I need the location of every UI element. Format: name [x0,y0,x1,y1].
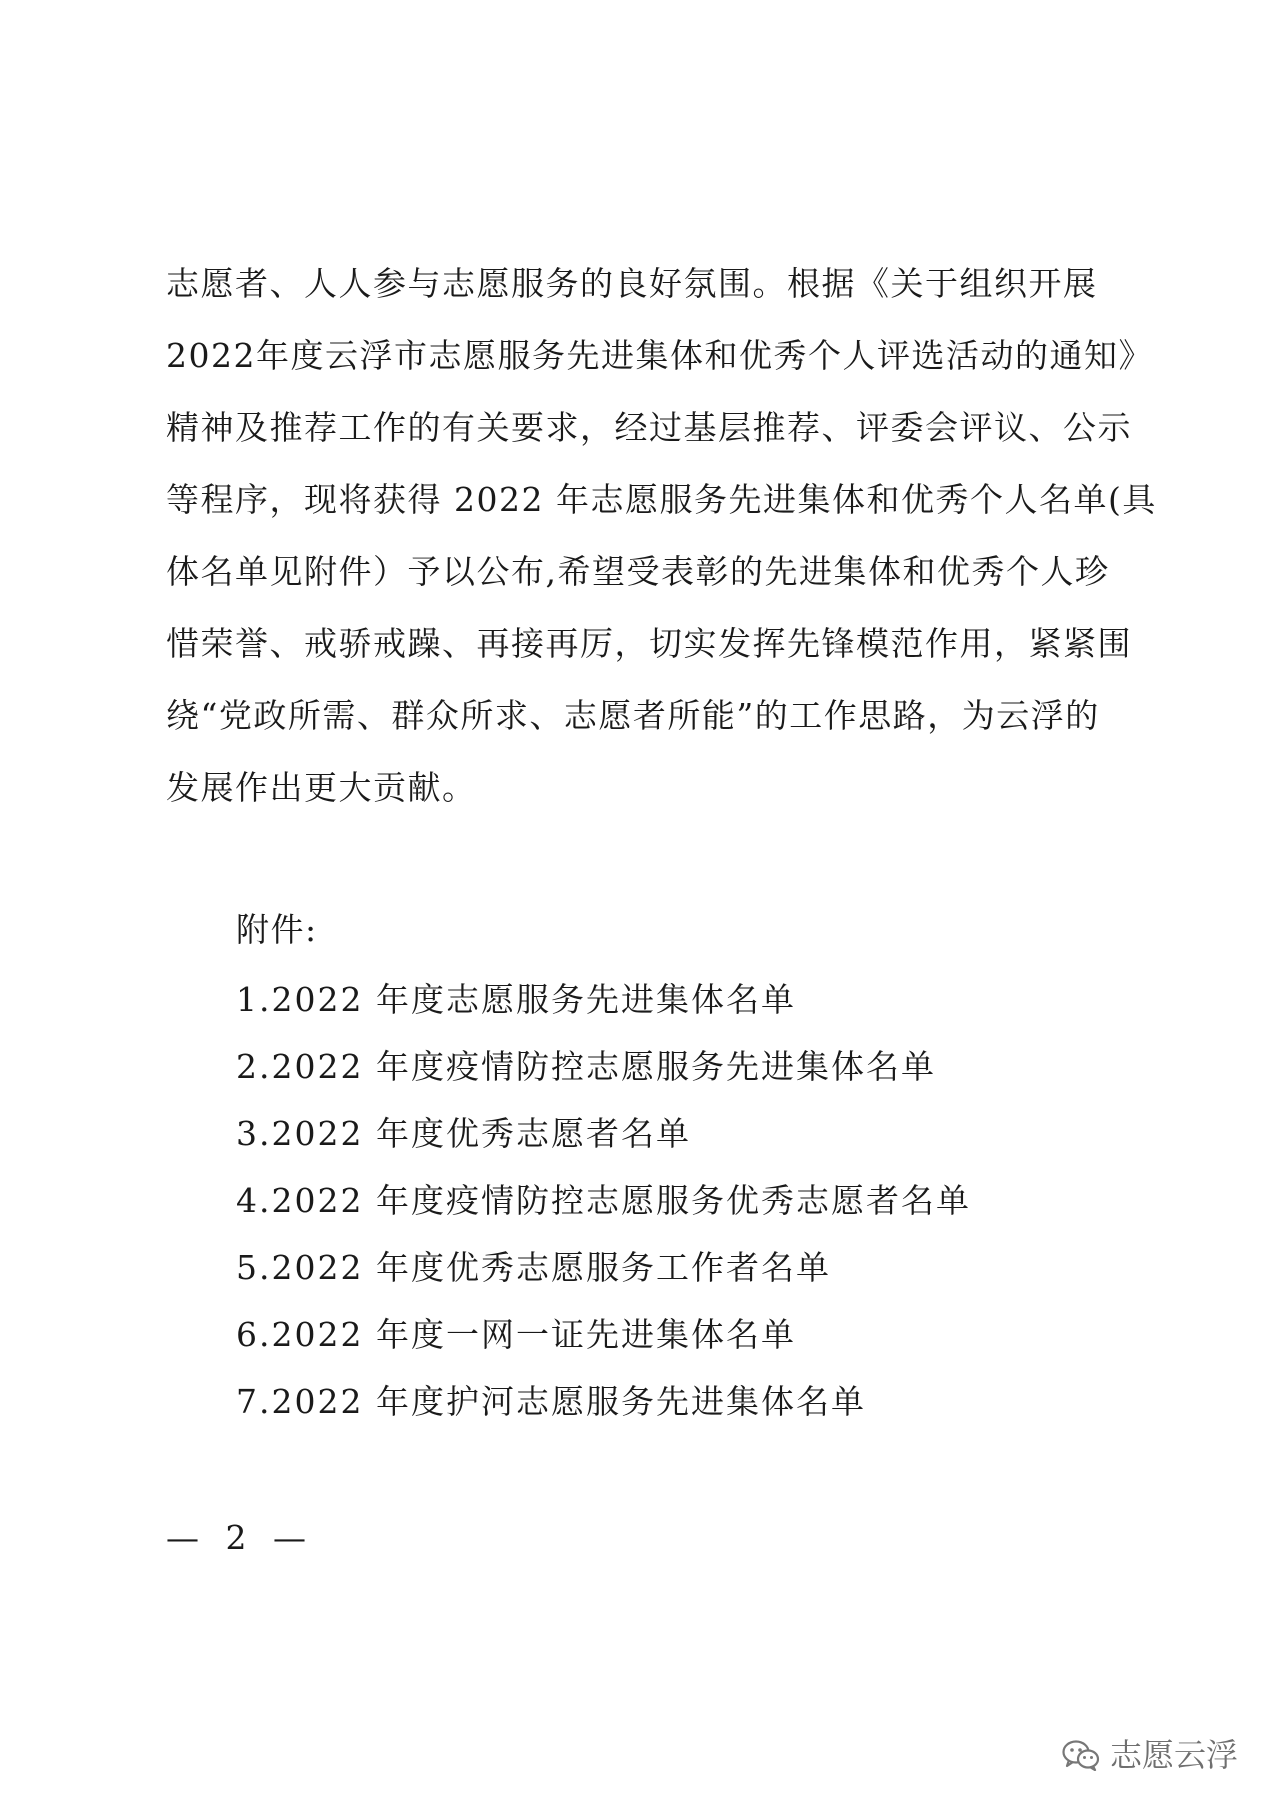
watermark-text: 志愿云浮 [1109,1736,1238,1774]
attachment-item: 3.2022 年度优秀志愿者名单 [236,1114,691,1153]
body-line: 绕“党政所需、群众所求、志愿者所能”的工作思路，为云浮的 [166,696,1100,735]
attachment-item: 1.2022 年度志愿服务先进集体名单 [236,980,796,1019]
attachment-item: 7.2022 年度护河志愿服务先进集体名单 [236,1382,866,1421]
attachments-list [236,894,1136,1435]
body-line: 精神及推荐工作的有关要求，经过基层推荐、评委会评议、公示 [166,408,1132,447]
body-line: 惜荣誉、戒骄戒躁、再接再厉，切实发挥先锋模范作用，紧紧围 [166,624,1132,663]
body-line: 等程序，现将获得 2022 年志愿服务先进集体和优秀个人名单(具 [166,480,1157,519]
page-number: — 2 — [166,1518,314,1557]
body-line: 体名单见附件）予以公布,希望受表彰的先进集体和优秀个人珍 [166,552,1110,591]
body-line: 发展作出更大贡献。 [166,768,477,807]
body-line: 2022年度云浮市志愿服务先进集体和优秀个人评选活动的通知》 [166,336,1153,375]
wechat-icon [1062,1739,1100,1771]
attachment-item: 4.2022 年度疫情防控志愿服务优秀志愿者名单 [236,1181,971,1220]
body-line: 志愿者、人人参与志愿服务的良好氛围。根据《关于组织开展 [166,264,1098,303]
attachments-heading: 附件: [236,910,318,949]
attachment-item: 6.2022 年度一网一证先进集体名单 [236,1315,796,1354]
attachment-item: 2.2022 年度疫情防控志愿服务先进集体名单 [236,1047,936,1086]
body-text [166,248,1157,824]
attachment-item: 5.2022 年度优秀志愿服务工作者名单 [236,1248,831,1287]
watermark [1062,1735,1238,1775]
